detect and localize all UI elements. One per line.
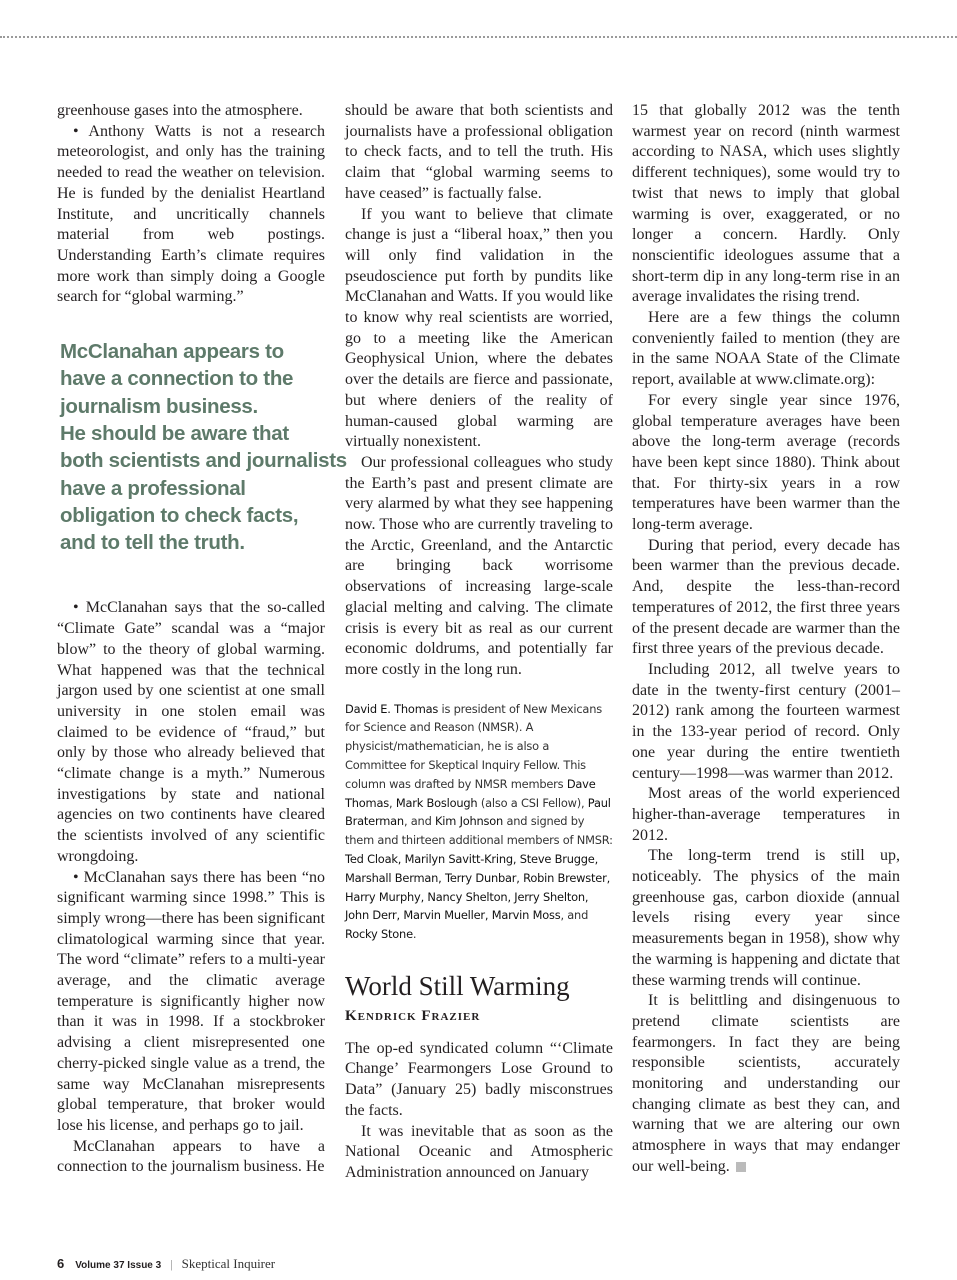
bio-name: Rocky Stone [345, 927, 413, 942]
bio-name: Mark Boslough [395, 795, 478, 810]
bio-text: . [412, 927, 417, 942]
bio-name: Dave Thomas [345, 776, 596, 810]
bio-text: (also a CSI Fellow), [477, 795, 588, 810]
pull-quote [60, 338, 347, 556]
column-2-paragraphs [345, 101, 613, 681]
pull-quote-line: have a professional [60, 476, 246, 500]
bio-name: Kim Johnson [435, 814, 504, 829]
paragraph: McClanahan appears to have a connection to the journalism business. He [57, 1137, 325, 1176]
bio-text: is president of New Mexicans for Science and Reason (NMSR). A physicist/mathematician, he is also a Committee for Skeptical Inquiry Fellow. This column was drafted by NMSR members [345, 701, 602, 791]
paragraph: The op-ed syndicated column “‘Climate Change’ Fearmongers Lose Ground to Data” (January 25) badly misconstrues the facts. [345, 1039, 613, 1119]
top-dotted-rule [0, 36, 957, 38]
bio-name: Paul Braterman [345, 795, 611, 829]
paragraph: • McClanahan says there has been “no significant warming since 1998.” This is simply wrong—there has been significant climatological warming since that year. The word “climate” refers to a multi-year average, and the climatic average temperature is significantly higher now than it was in 1998. If a stockbroker advising a client misrepresented one cherry-picked single value as a trend, the same way McClanahan misrepresents global temperature, that broker would lose his license, and perhaps go to jail. [57, 868, 325, 1134]
byline: Kendrick Frazier [345, 1008, 481, 1025]
column-2 [345, 101, 613, 1184]
paragraph: It was inevitable that as soon as the National Oceanic and Atmospheric Administration announced on January [345, 1122, 613, 1181]
end-mark-icon [736, 1162, 746, 1172]
column-1-paragraphs-continued [57, 598, 325, 1178]
column-3-paragraphs [632, 101, 900, 1178]
paragraph: 15 that globally 2012 was the tenth warmest year on record (ninth warmest according to NASA, which uses slightly different techniques), some would try to twist that news to imply that global warming is over, exaggerated, or no longer a concern. Hardly. Only nonscientific ideologues assume that a short-term dip in any long-term rise in an average invalidates the rising trend. [632, 102, 900, 306]
bio-text: and signed by them and thirteen additional members of NMSR: [345, 814, 613, 848]
bio-text: , and [560, 908, 589, 923]
author-bio [345, 700, 613, 944]
bio-name: Ted Cloak, Marilyn Savitt-Kring, Steve Brugge, Marshall Berman, Terry Dunbar, Robin Brewster, Harry Murphy, Nancy Shelton, Jerry Shelton, John Derr, Marvin Mueller, Marvin Moss [345, 852, 611, 923]
paragraph: Our professional colleagues who study the Earth’s past and present climate are very alarmed by what they see happening now. Those who are currently traveling to the Arctic, Greenland, and the Antarctic are bringing back worrisome observations of increasing large-scale glacial melting and calving. The climate crisis is every bit as real as our current economic doldrums, and potentially far more costly in the long run. [345, 453, 613, 678]
paragraph: should be aware that both scientists and journalists have a professional obligation to check facts, and to tell the truth. His claim that “global warming seems to have ceased” is factually false. [345, 102, 613, 202]
pull-quote-line: and to tell the truth. [60, 531, 245, 555]
paragraph: Including 2012, all twelve years to date in the twenty-first century (2001–2012) rank among the fourteen warmest in the 133-year period of record. Only one year during the entire twentieth century—1998—was warmer than 2012. [632, 660, 900, 782]
pull-quote-line: both scientists and journalists [60, 449, 347, 473]
pull-quote-line: have a connection to the [60, 367, 294, 391]
bio-text: , and [403, 814, 436, 829]
paragraph: Here are a few things the column conveniently failed to mention (they are in the same NOAA State of the Climate report, available at www.climate.org): [632, 309, 900, 389]
paragraph: • McClanahan says that the so-called “Climate Gate” scandal was a “major blow” to the theory of global warming. What happened was that the technical jargon used by one scientist at one small university in one stolen email was claimed to be evidence of “fraud,” but only by those who already believed that “climate change is a myth.” Numerous investigations by state and national agencies on two continents have cleared the scientists involved of any scientific wrongdoing. [57, 599, 325, 865]
paragraph: greenhouse gases into the atmosphere. [57, 102, 303, 119]
column-3 [632, 101, 900, 1178]
paragraph: For every single year since 1976, global temperature averages have been above the long-term average (records have been kept since 1880). Think about that. For thirty-six years in a row temperatures have been warmer than the long-term average. [632, 391, 900, 534]
pull-quote-line: He should be aware that [60, 421, 289, 445]
paragraph: The long-term trend is still up, noticeably. The physics of the main greenhouse gas, carbon dioxide (annual levels rising every year since measurements began in 1958), show why the warming is happening and dictate that these warming trends will continue. [632, 847, 900, 989]
paragraph-text: It is belittling and disingenuous to pretend climate scientists are fearmongers. In fact they are being responsible scientists, accurately monitoring and understanding our changing climate as best they can, and warning that we are altering our own atmosphere in ways that may endanger our well-being. [632, 992, 900, 1175]
paragraph [632, 991, 900, 1177]
column-1 [57, 101, 347, 1178]
paragraph: Most areas of the world experienced higher-than-average temperatures in 2012. [632, 785, 900, 844]
paragraph: If you want to believe that climate change is just a “liberal hoax,” then you will only find validation in the pseudoscience put forth by pundits like McClanahan and Watts. If you would like to know why real scientists are worried, go to a meeting like the American Geophysical Union, where the debates over the details are fierce and passionate, but where deniers of the reality of human-caused global warming are virtually nonexistent. [345, 205, 613, 451]
page-number: 6 [57, 1256, 65, 1271]
pull-quote-line: obligation to check facts, [60, 503, 299, 527]
volume-issue: Volume 37 Issue 3 [75, 1260, 162, 1271]
bio-name: David E. Thomas [345, 701, 439, 716]
paragraph: During that period, every decade has been warmer than the previous decade. And, despite the less-than-record temperatures of 2012, the first three years of the present decade are warmer than the first three years of the previous decade. [632, 536, 900, 658]
article-title: World Still Warming [345, 971, 570, 1002]
page-footer [57, 1256, 275, 1272]
pull-quote-line: journalism business. [60, 394, 258, 418]
column-1-paragraphs [57, 101, 325, 308]
magazine-name: Skeptical Inquirer [181, 1256, 276, 1271]
paragraph: • Anthony Watts is not a research meteorologist, and only has the training needed to read the weather on television. He is funded by the denialist Heartland Institute, and uncritically channels material from web postings. Understanding Earth’s climate requires more work than simply doing a Google search for “global warming.” [57, 122, 325, 306]
pull-quote-line: McClanahan appears to [60, 340, 284, 364]
article-paragraphs [345, 1039, 613, 1184]
footer-separator: | [170, 1257, 173, 1271]
bio-text: , [388, 795, 396, 810]
